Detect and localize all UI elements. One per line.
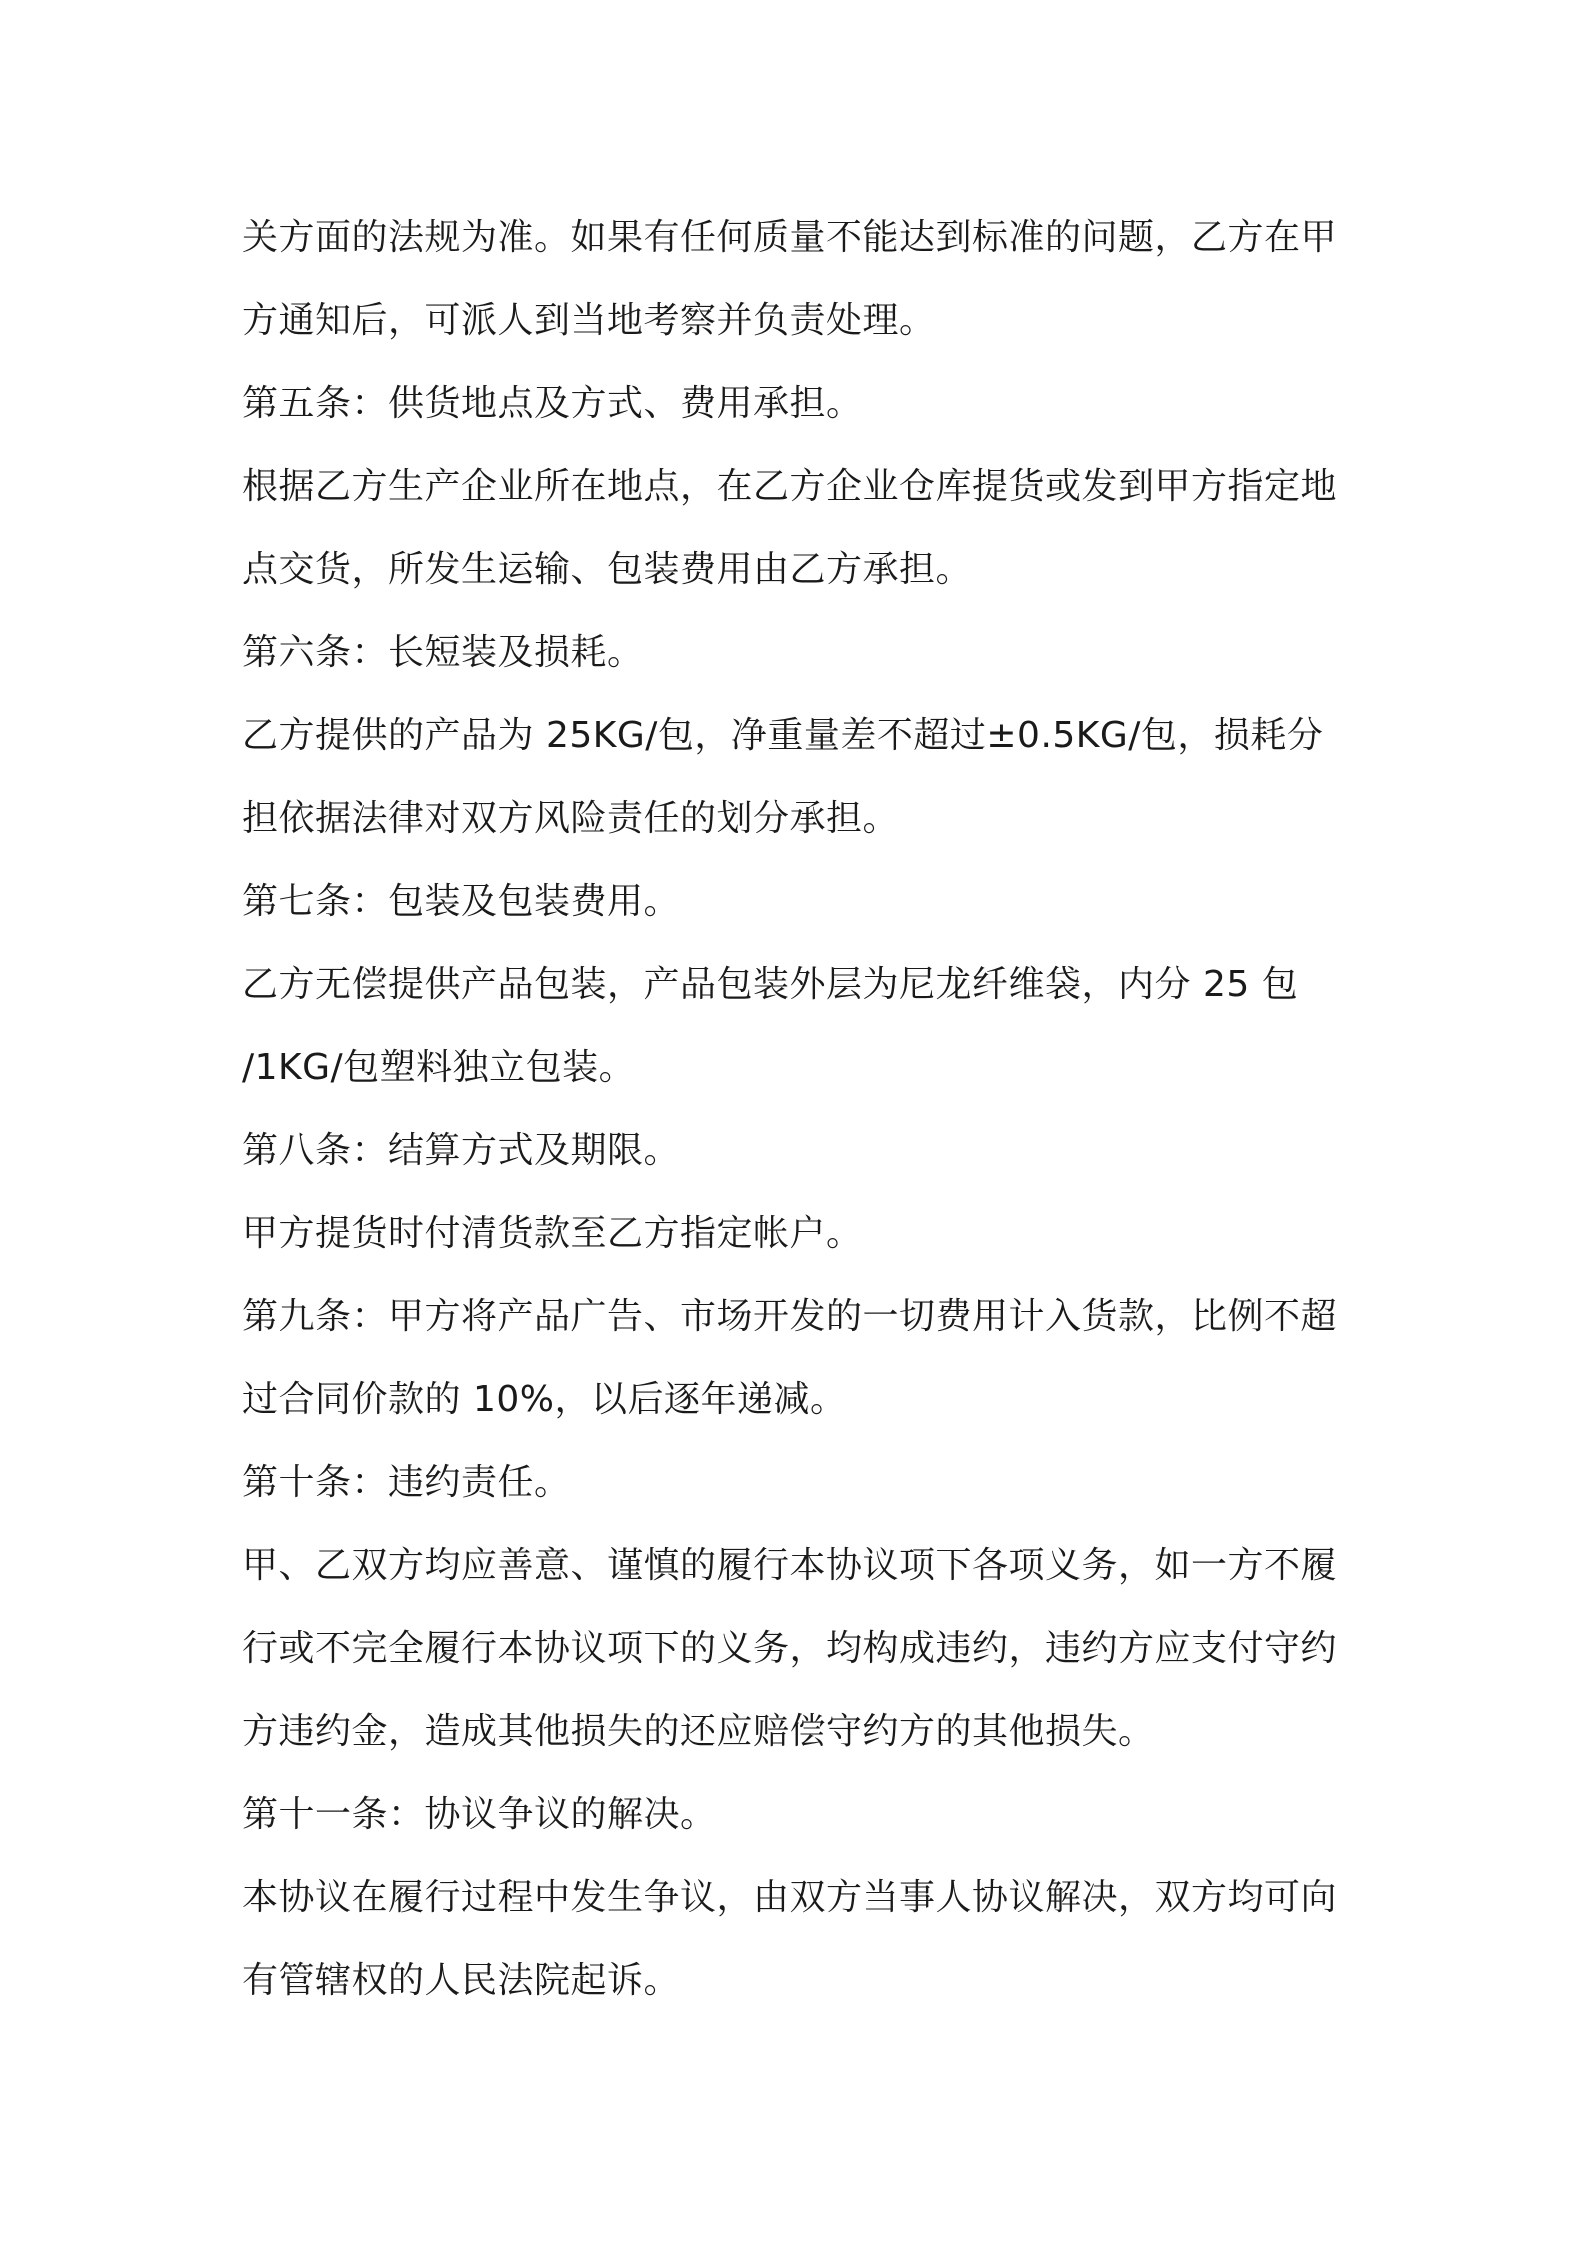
text-line-7: 乙方提供的产品为 25KG/包，净重量差不超过±0.5KG/包，损耗分 (242, 715, 1324, 756)
clause-heading-5: 第五条：供货地点及方式、费用承担。 (242, 383, 863, 424)
clause-heading-10: 第十条：违约责任。 (242, 1462, 571, 1503)
text-line-19: 方违约金，造成其他损失的还应赔偿守约方的其他损失。 (242, 1711, 1155, 1752)
text-line-15: 过合同价款的 10%，以后逐年递减。 (242, 1379, 847, 1420)
text-line-22: 有管辖权的人民法院起诉。 (242, 1960, 681, 2001)
text-line-17: 甲、乙双方均应善意、谨慎的履行本协议项下各项义务，如一方不履 (242, 1545, 1338, 1586)
text-line-1: 关方面的法规为准。如果有任何质量不能达到标准的问题，乙方在甲 (242, 217, 1338, 258)
document-body (242, 196, 1352, 2022)
clause-heading-6: 第六条：长短装及损耗。 (242, 632, 644, 673)
text-line-5: 点交货，所发生运输、包装费用由乙方承担。 (242, 549, 973, 590)
text-line-2: 方通知后，可派人到当地考察并负责处理。 (242, 300, 936, 341)
clause-heading-7: 第七条：包装及包装费用。 (242, 881, 681, 922)
clause-heading-11: 第十一条：协议争议的解决。 (242, 1794, 717, 1835)
text-line-10: 乙方无偿提供产品包装，产品包装外层为尼龙纤维袋，内分 25 包 (242, 964, 1299, 1005)
clause-heading-9: 第九条：甲方将产品广告、市场开发的一切费用计入货款，比例不超 (242, 1296, 1338, 1337)
text-line-11: /1KG/包塑料独立包装。 (242, 1047, 636, 1088)
text-line-21: 本协议在履行过程中发生争议，由双方当事人协议解决，双方均可向 (242, 1877, 1338, 1918)
text-line-4: 根据乙方生产企业所在地点，在乙方企业仓库提货或发到甲方指定地 (242, 466, 1338, 507)
text-line-18: 行或不完全履行本协议项下的义务，均构成违约，违约方应支付守约 (242, 1628, 1338, 1669)
text-line-13: 甲方提货时付清货款至乙方指定帐户。 (242, 1213, 863, 1254)
clause-heading-8: 第八条：结算方式及期限。 (242, 1130, 681, 1171)
text-line-8: 担依据法律对双方风险责任的划分承担。 (242, 798, 900, 839)
